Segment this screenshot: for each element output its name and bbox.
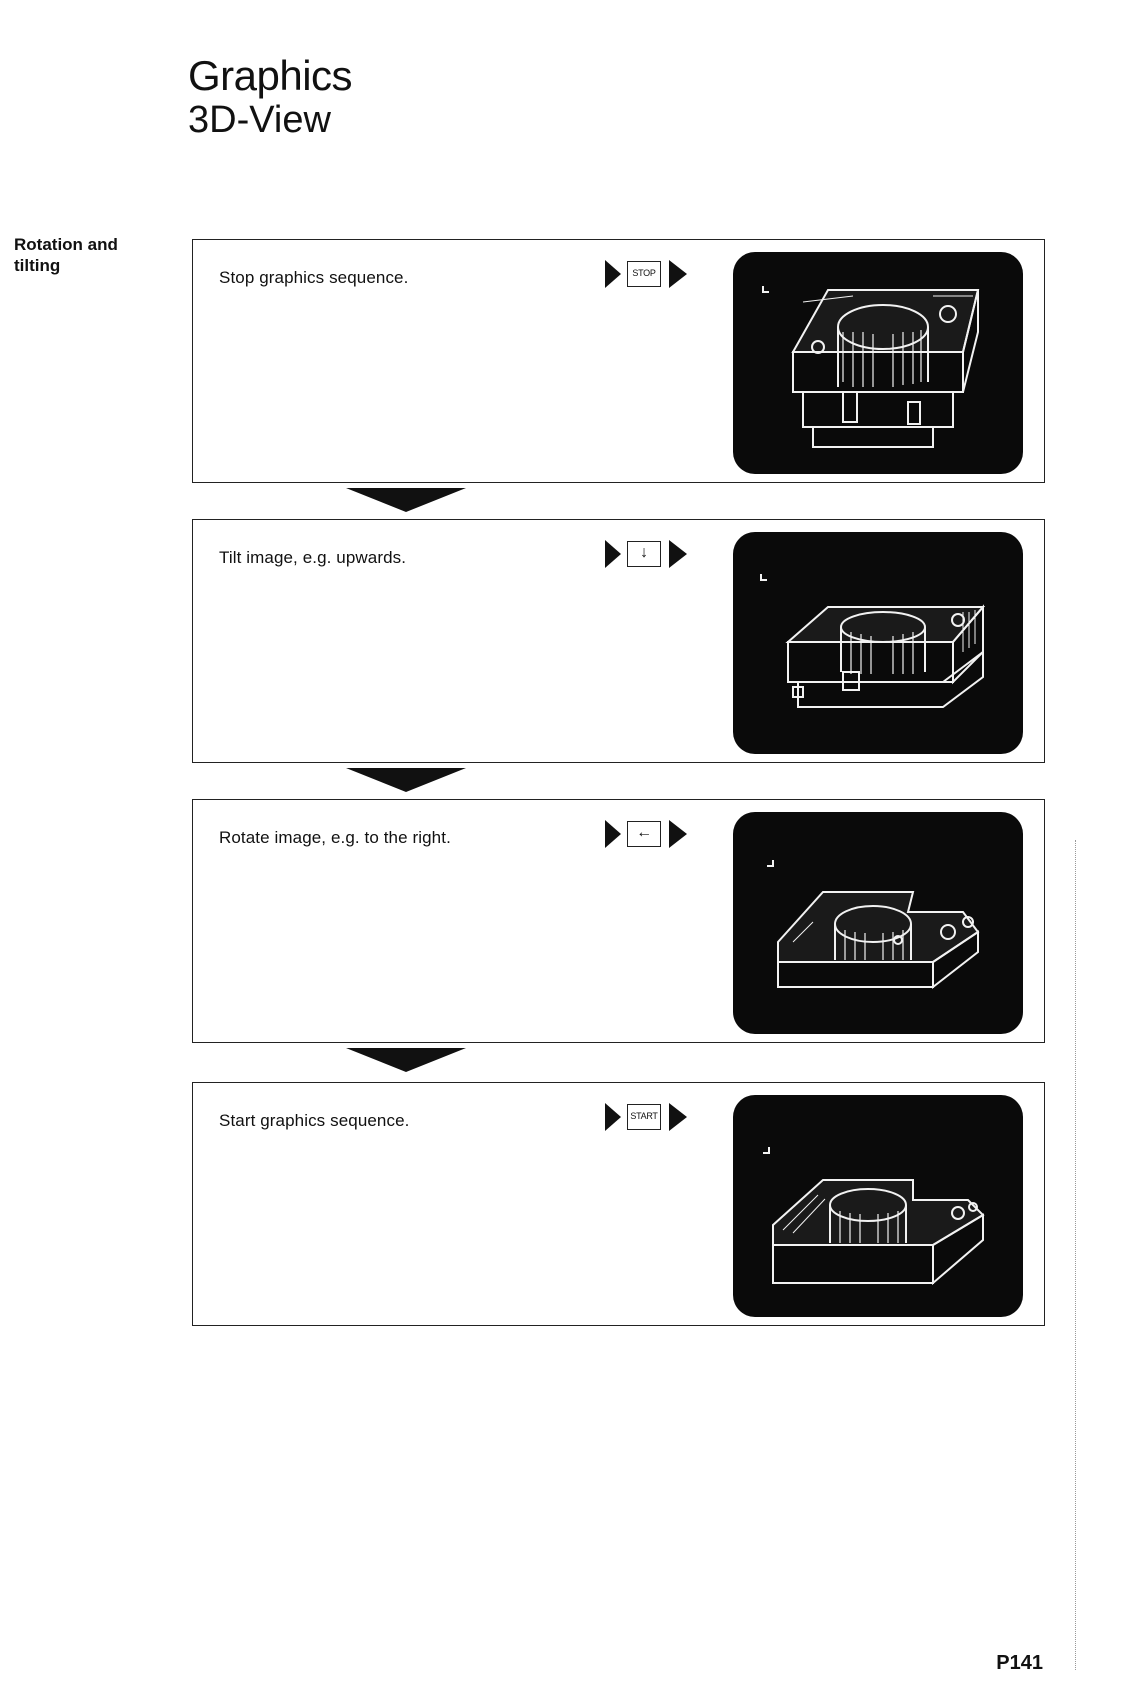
flow-arrow-icon [346, 768, 466, 794]
step-instruction: Tilt image, e.g. upwards. [219, 548, 407, 567]
page-subtitle: 3D-View [188, 99, 331, 141]
workpiece-3d-image [733, 252, 1023, 474]
workpiece-3d-image [733, 812, 1023, 1034]
graphics-screen [733, 532, 1023, 754]
flow-arrow-icon [346, 488, 466, 514]
graphics-screen [733, 252, 1023, 474]
step-rotate-image [192, 799, 1045, 1043]
step-start-graphics [192, 1082, 1045, 1326]
page-title: Graphics [188, 52, 353, 99]
key-sequence [603, 1099, 713, 1133]
step-stop-graphics [192, 239, 1045, 483]
arrow-left-key-icon: ← [627, 821, 661, 847]
key-sequence [603, 816, 713, 850]
stop-key-icon: STOP [627, 261, 661, 287]
section-label: Rotation and tilting [14, 235, 118, 275]
arrow-down-key-icon: ↓ [627, 541, 661, 567]
key-sequence [603, 256, 713, 290]
workpiece-3d-image [733, 532, 1023, 754]
step-instruction: Stop graphics sequence. [219, 268, 409, 287]
page-number: P141 [996, 1652, 1043, 1674]
workpiece-3d-image [733, 1095, 1023, 1317]
flow-arrow-icon [346, 1048, 466, 1074]
step-instruction: Start graphics sequence. [219, 1111, 410, 1130]
start-key-icon: START [627, 1104, 661, 1130]
key-sequence [603, 536, 713, 570]
graphics-screen [733, 1095, 1023, 1317]
step-tilt-image [192, 519, 1045, 763]
step-instruction: Rotate image, e.g. to the right. [219, 828, 451, 847]
binder-edge-line [1075, 840, 1077, 1670]
graphics-screen [733, 812, 1023, 1034]
